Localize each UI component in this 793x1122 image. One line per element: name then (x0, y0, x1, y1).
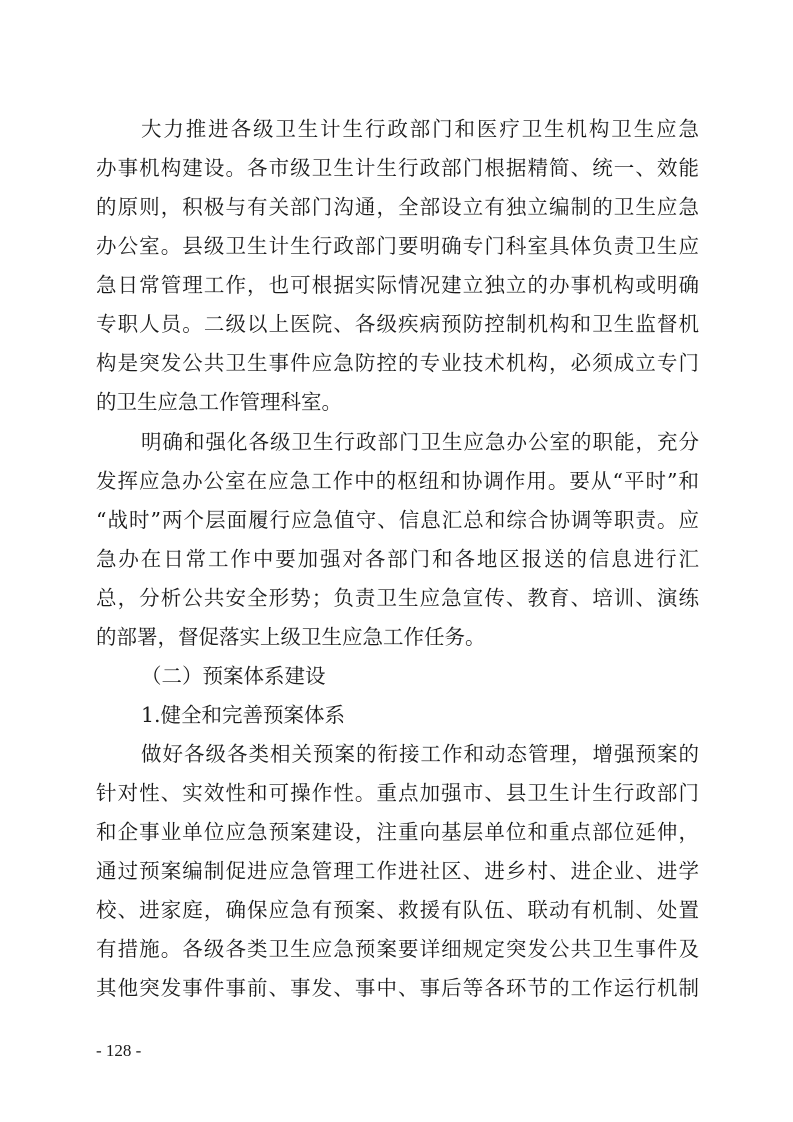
paragraph-line: 校、进家庭，确保应急有预案、救援有队伍、联动有机制、处置 (96, 898, 699, 922)
paragraph-line: 发挥应急办公室在应急工作中的枢纽和协调作用。要从“平时”和 (96, 469, 699, 493)
paragraph-line: 做好各级各类相关预案的衔接工作和动态管理，增强预案的 (141, 742, 699, 766)
paragraph-line: 的卫生应急工作管理科室。 (96, 390, 342, 414)
paragraph-line: “战时”两个层面履行应急值守、信息汇总和综合协调等职责。应 (96, 508, 699, 532)
paragraph-line: 和企事业单位应急预案建设，注重向基层单位和重点部位延伸， (96, 820, 699, 844)
paragraph-line: 构是突发公共卫生事件应急防控的专业技术机构，必须成立专门 (96, 351, 699, 375)
paragraph-line: 办事机构建设。各市级卫生计生行政部门根据精简、统一、效能 (96, 156, 699, 180)
paragraph-line: 针对性、实效性和可操作性。重点加强市、县卫生计生行政部门 (96, 781, 699, 805)
paragraph-line: 总，分析公共安全形势；负责卫生应急宣传、教育、培训、演练 (96, 586, 699, 610)
paragraph-line: 其他突发事件事前、事发、事中、事后等各环节的工作运行机制 (96, 976, 699, 1000)
section-heading: （二）预案体系建设 (141, 664, 326, 688)
paragraph-line: 办公室。县级卫生计生行政部门要明确专门科室具体负责卫生应 (96, 234, 699, 258)
paragraph-line: 的部署，督促落实上级卫生应急工作任务。 (96, 625, 486, 649)
paragraph-line: 急日常管理工作，也可根据实际情况建立独立的办事机构或明确 (96, 273, 699, 297)
paragraph-line: 大力推进各级卫生计生行政部门和医疗卫生机构卫生应急 (141, 117, 699, 141)
page-number: - 128 - (96, 1041, 142, 1060)
paragraph-line: 急办在日常工作中要加强对各部门和各地区报送的信息进行汇 (96, 547, 699, 571)
paragraph-line: 明确和强化各级卫生行政部门卫生应急办公室的职能，充分 (141, 430, 699, 454)
paragraph-line: 专职人员。二级以上医院、各级疾病预防控制机构和卫生监督机 (96, 312, 699, 336)
paragraph-line: 的原则，积极与有关部门沟通，全部设立有独立编制的卫生应急 (96, 195, 699, 219)
subsection-heading: 1.健全和完善预案体系 (141, 703, 346, 727)
paragraph-line: 通过预案编制促进应急管理工作进社区、进乡村、进企业、进学 (96, 859, 699, 883)
paragraph-line: 有措施。各级各类卫生应急预案要详细规定突发公共卫生事件及 (96, 937, 699, 961)
